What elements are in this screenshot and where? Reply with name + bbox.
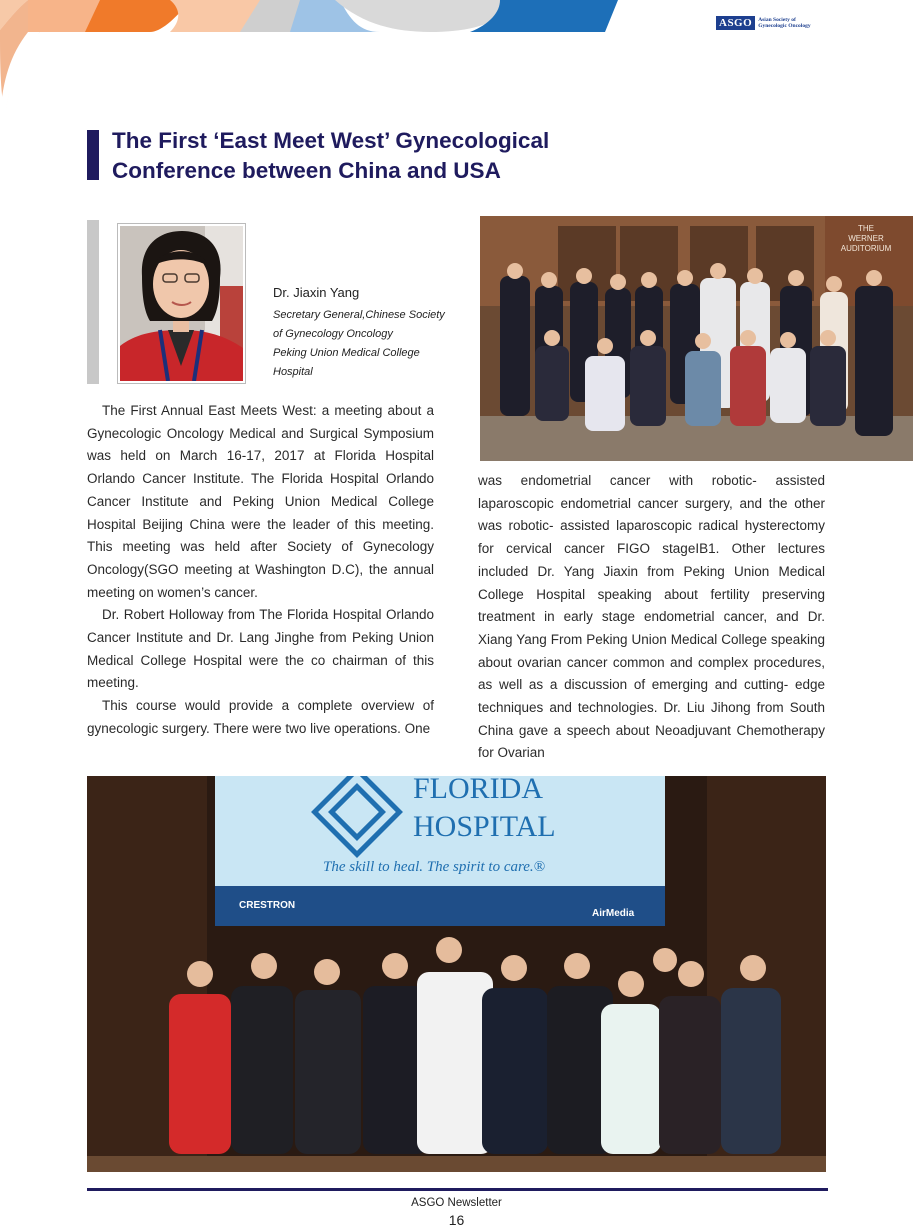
author-portrait <box>118 224 245 383</box>
group-photo-florida-hospital <box>87 776 826 1172</box>
sign-line-2: WERNER <box>848 234 884 243</box>
paragraph-3: This course would provide a complete overview of gynecologic surgery. There were two live operations. One <box>87 698 434 736</box>
author-block <box>273 285 448 382</box>
title-line-1: The First ‘East Meet West’ Gynecological <box>112 128 550 153</box>
author-role-line-2: of Gynecology Oncology <box>273 328 393 340</box>
logo-line-2: Gynecologic Oncology <box>758 23 811 29</box>
author-role-line-3: Peking Union Medical College <box>273 347 420 359</box>
article-column-right <box>478 470 825 765</box>
paragraph-continued: was endometrial cancer with robotic- assisted laparoscopic endometrial cancer surgery, and the other was robotic- assisted laparoscopic radical hysterectomy for cervical cancer FIGO stageIB1. Other lectures included Dr. Yang Jiaxin from Peking Union Medical College Hospital speaking about fertility preserving treatment in early stage endometrial cancer, and Dr. Xiang Yang From Peking Union Medical College speaking about ovarian cancer common and complex procedures, as well as a discussion of emerging and cutting- edge techniques and technologies. Dr. Liu Jihong from South China gave a speech about Neoadjuvant Chemotherapy for Ovarian <box>478 473 825 761</box>
logo-badge: ASGO <box>716 16 755 30</box>
title-line-2: Conference between China and USA <box>112 158 501 183</box>
author-role <box>273 306 448 382</box>
page-number: 16 <box>448 1212 465 1228</box>
screen-line-1: FLORIDA <box>413 776 544 805</box>
screen-tagline: The skill to heal. The spirit to care.® <box>323 859 546 875</box>
portrait-accent-bar <box>87 220 99 384</box>
author-role-line-4: Hospital <box>273 366 313 378</box>
screen-line-2: HOSPITAL <box>413 810 556 843</box>
logo-line-1: Asian Society of <box>758 16 796 23</box>
article-column-left <box>87 400 434 741</box>
group-photo-auditorium <box>480 216 913 461</box>
sign-line-3: AUDITORIUM <box>840 244 892 253</box>
asgo-logo <box>716 16 811 30</box>
paragraph-1: The First Annual East Meets West: a meeting about a Gynecologic Oncology Medical and Surgical Symposium was held on March 16-17, 2017 at Florida Hospital Orlando Cancer Institute. The Florida Hospital Orlando Cancer Institute and Peking Union Medical College Hospital Beijing China were the leader of this meeting. This meeting was held after Society of Gynecology Oncology(SGO meeting at Washington D.C), the annual meeting on women’s cancer. <box>87 403 434 600</box>
footer-rule <box>87 1188 828 1191</box>
title-accent-bar <box>87 130 99 180</box>
screen-brand-left: CRESTRON <box>239 900 296 911</box>
author-role-line-1: Secretary General,Chinese Society <box>273 309 445 321</box>
author-name: Dr. Jiaxin Yang <box>273 285 360 300</box>
sign-line-1: THE <box>858 224 874 233</box>
article-title <box>112 126 672 186</box>
paragraph-2: Dr. Robert Holloway from The Florida Hospital Orlando Cancer Institute and Dr. Lang Jinghe from Peking Union Medical College Hospital were the co chairman of this meeting. <box>87 607 434 691</box>
footer-label: ASGO Newsletter <box>411 1197 502 1209</box>
screen-brand-right: AirMedia <box>592 908 635 919</box>
logo-text <box>758 17 810 30</box>
